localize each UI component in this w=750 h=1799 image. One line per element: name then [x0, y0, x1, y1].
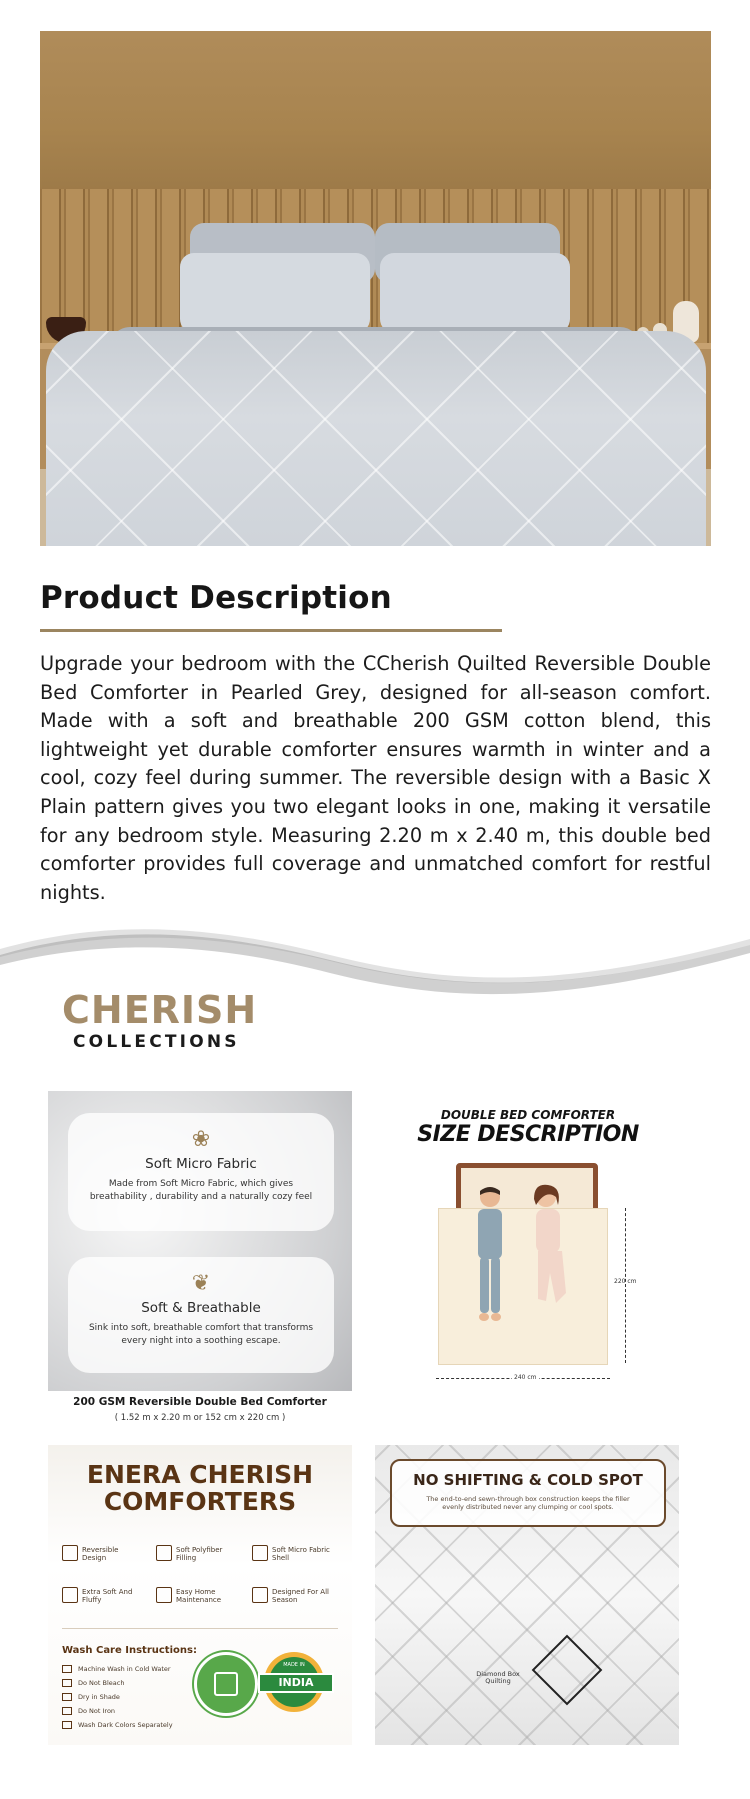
quality-seal-icon [194, 1652, 258, 1716]
hero-product-photo [40, 31, 711, 546]
fabric-card-caption: 200 GSM Reversible Double Bed Comforter [73, 1396, 327, 1408]
wash-item [62, 1721, 173, 1729]
fabric-feature-text: Made from Soft Micro Fabric, which gives breathability , durability and a naturally cozy feel [89, 1179, 313, 1202]
cotton-flower-icon: ❀ [191, 1127, 211, 1152]
product-description-text: Upgrade your bedroom with the CCherish Quilted Reversible Double Bed Comforter in Pearled Grey, designed for all-season comfort. Made with a soft and breathable 200 GSM cotton blend, this lightweight yet durable comforter ensures warmth in winter and a cool, cozy feel during summer. The reversible design with a Basic X Plain pattern gives you two elegant looks in one, making it versatile for any bedroom style. Measuring 2.20 m x 2.40 m, this double bed comforter provides full coverage and unmatched comfort for restful nights. [40, 652, 711, 904]
man-illustration [470, 1183, 510, 1323]
feature-label: Designed For All Season [272, 1588, 329, 1604]
made-in-india-seal [264, 1652, 324, 1712]
features-title-line2: COMFORTERS [103, 1487, 297, 1516]
wash-item-label: Machine Wash in Cold Water [78, 1665, 171, 1673]
wash-item-label: Dry in Shade [78, 1693, 120, 1701]
india-label: INDIA [258, 1673, 334, 1693]
wash-item-label: Do Not Bleach [78, 1679, 125, 1687]
brand-logo: CHERISH [62, 988, 258, 1032]
no-iron-icon [62, 1707, 72, 1715]
fabric-info-card [48, 1091, 352, 1391]
comforter-outline [438, 1208, 608, 1365]
diamond-quilt-callout: Diamond Box Quilting [476, 1670, 520, 1685]
woman-illustration [528, 1183, 572, 1313]
quilting-title: NO SHIFTING & COLD SPOT [413, 1471, 643, 1489]
divider [62, 1628, 338, 1629]
wash-item-label: Wash Dark Colors Separately [78, 1721, 173, 1729]
fabric-feature-box [68, 1113, 334, 1231]
sun-icon [252, 1587, 268, 1603]
product-description-heading: Product Description [40, 580, 392, 616]
quilting-subtitle: The end-to-end sewn-through box construction keeps the filler evenly distributed never any clumping or cool spots. [426, 1495, 630, 1511]
heading-underline [40, 629, 502, 632]
features-title-line1: ENERA CHERISH [86, 1460, 314, 1489]
height-dimension-label: 220 cm [614, 1278, 637, 1285]
dry-shade-icon [62, 1693, 72, 1701]
fabric-card-dimensions: ( 1.52 m x 2.20 m or 152 cm x 220 cm ) [114, 1413, 286, 1423]
breathable-feature-title: Soft & Breathable [141, 1300, 261, 1316]
wash-icon [62, 1665, 72, 1673]
wash-care-title: Wash Care Instructions: [62, 1645, 197, 1656]
wash-item-label: Do Not Iron [78, 1707, 116, 1715]
separate-wash-icon [62, 1721, 72, 1729]
quilting-card [375, 1445, 679, 1745]
quilting-info-box [390, 1459, 666, 1527]
features-card [48, 1445, 352, 1745]
feather-icon: ❦ [191, 1271, 211, 1296]
diamond-quilt-highlight [532, 1635, 603, 1706]
feature-label: Soft Polyfiber Filling [176, 1546, 223, 1562]
feather-icon [62, 1587, 78, 1603]
features-card-title [48, 1461, 352, 1515]
fabric-shell-icon [252, 1545, 268, 1561]
fabric-feature-title: Soft Micro Fabric [145, 1156, 257, 1172]
wash-item [62, 1693, 120, 1701]
wash-item [62, 1665, 171, 1673]
polyfiber-icon [156, 1545, 172, 1561]
wash-item [62, 1679, 124, 1687]
reversible-icon [62, 1545, 78, 1561]
breathable-feature-box [68, 1257, 334, 1373]
size-heading-large: SIZE DESCRIPTION [417, 1122, 639, 1147]
made-in-label: MADE IN [283, 1662, 305, 1668]
breathable-feature-text: Sink into soft, breathable comfort that transforms every night into a soothing escape. [88, 1323, 314, 1346]
wash-item [62, 1707, 115, 1715]
feature-label: Easy Home Maintenance [176, 1588, 222, 1604]
height-dimension-line [625, 1208, 627, 1363]
no-bleach-icon [62, 1679, 72, 1687]
feature-label: Extra Soft And Fluffy [82, 1588, 133, 1604]
feature-label: Soft Micro Fabric Shell [272, 1546, 330, 1562]
comforter [46, 331, 706, 546]
size-heading-small: DOUBLE BED COMFORTER [440, 1108, 616, 1122]
feature-label: Reversible Design [82, 1546, 119, 1562]
brand-logo-subtitle: COLLECTIONS [73, 1032, 240, 1052]
width-dimension-label: 240 cm [514, 1374, 537, 1381]
washing-machine-icon [156, 1587, 172, 1603]
